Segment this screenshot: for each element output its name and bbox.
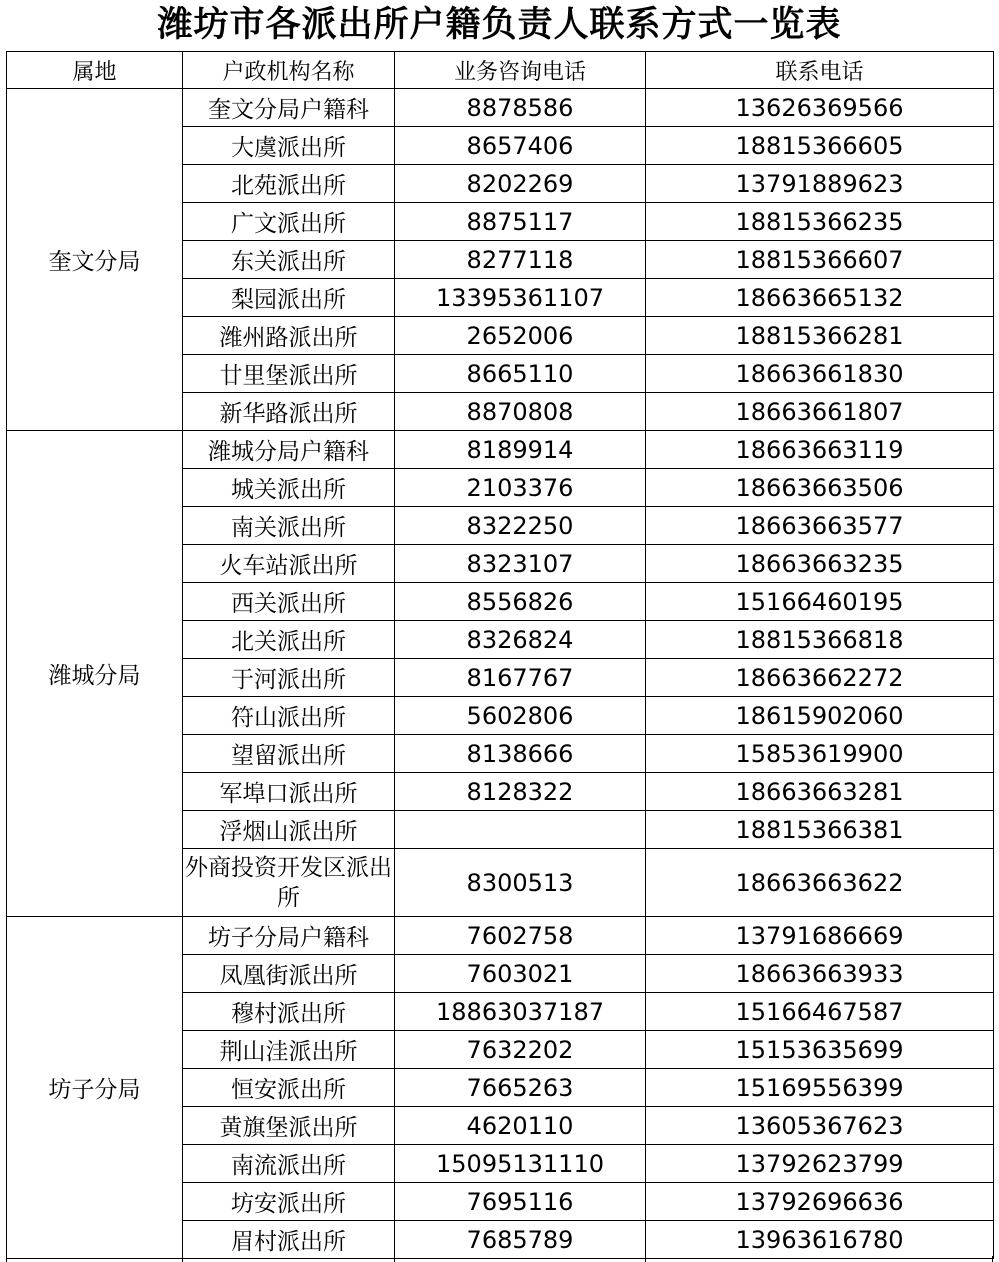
agency-cell: 浮烟山派出所 (183, 811, 395, 849)
contact-phone-cell: 18663663506 (646, 469, 994, 507)
business-phone-cell: 8202269 (395, 165, 646, 203)
business-phone-cell (395, 811, 646, 849)
next-row-border (6, 1256, 993, 1262)
business-phone-cell: 4620110 (395, 1107, 646, 1145)
region-cell: 坊子分局 (7, 917, 183, 1259)
contact-phone-cell: 18663663235 (646, 545, 994, 583)
page-title: 潍坊市各派出所户籍负责人联系方式一览表 (157, 5, 842, 45)
agency-cell: 城关派出所 (183, 469, 395, 507)
agency-cell: 凤凰街派出所 (183, 955, 395, 993)
header-agency: 户政机构名称 (183, 52, 395, 89)
agency-cell: 坊子分局户籍科 (183, 917, 395, 955)
agency-cell: 广文派出所 (183, 203, 395, 241)
contact-phone-cell: 18663661830 (646, 355, 994, 393)
business-phone-cell: 7602758 (395, 917, 646, 955)
business-phone-cell: 2103376 (395, 469, 646, 507)
region-cell: 潍城分局 (7, 431, 183, 917)
contact-phone-cell: 15153635699 (646, 1031, 994, 1069)
agency-cell: 潍州路派出所 (183, 317, 395, 355)
business-phone-cell: 7665263 (395, 1069, 646, 1107)
business-phone-cell: 8138666 (395, 735, 646, 773)
business-phone-cell: 8878586 (395, 89, 646, 127)
region-cell: 奎文分局 (7, 89, 183, 431)
agency-cell: 北关派出所 (183, 621, 395, 659)
contact-phone-cell: 15166467587 (646, 993, 994, 1031)
agency-cell: 望留派出所 (183, 735, 395, 773)
header-contact-phone: 联系电话 (646, 52, 994, 89)
business-phone-cell: 8556826 (395, 583, 646, 621)
business-phone-cell: 15095131110 (395, 1145, 646, 1183)
agency-cell: 新华路派出所 (183, 393, 395, 431)
contact-phone-cell: 13791686669 (646, 917, 994, 955)
contact-phone-cell: 18663662272 (646, 659, 994, 697)
business-phone-cell: 8189914 (395, 431, 646, 469)
contact-phone-cell: 18615902060 (646, 697, 994, 735)
agency-cell: 西关派出所 (183, 583, 395, 621)
agency-cell: 火车站派出所 (183, 545, 395, 583)
agency-cell: 军埠口派出所 (183, 773, 395, 811)
business-phone-cell: 7603021 (395, 955, 646, 993)
contact-phone-cell: 15853619900 (646, 735, 994, 773)
contact-phone-cell: 18815366607 (646, 241, 994, 279)
contact-phone-cell: 13963616780 (646, 1221, 994, 1259)
table-row (7, 917, 994, 955)
agency-cell: 恒安派出所 (183, 1069, 395, 1107)
business-phone-cell: 8323107 (395, 545, 646, 583)
contact-phone-cell: 13605367623 (646, 1107, 994, 1145)
business-phone-cell: 5602806 (395, 697, 646, 735)
agency-cell: 南关派出所 (183, 507, 395, 545)
agency-cell: 眉村派出所 (183, 1221, 395, 1259)
table-body (7, 89, 994, 1259)
contact-phone-cell: 18663663933 (646, 955, 994, 993)
business-phone-cell: 8665110 (395, 355, 646, 393)
business-phone-cell: 8870808 (395, 393, 646, 431)
business-phone-cell: 7685789 (395, 1221, 646, 1259)
contact-phone-cell: 18815366281 (646, 317, 994, 355)
contact-phone-cell: 18663663622 (646, 849, 994, 917)
table-row (7, 89, 994, 127)
contact-phone-cell: 18663663577 (646, 507, 994, 545)
business-phone-cell: 2652006 (395, 317, 646, 355)
business-phone-cell: 18863037187 (395, 993, 646, 1031)
business-phone-cell: 7695116 (395, 1183, 646, 1221)
contact-phone-cell: 13626369566 (646, 89, 994, 127)
business-phone-cell: 8326824 (395, 621, 646, 659)
contact-phone-cell: 15169556399 (646, 1069, 994, 1107)
business-phone-cell: 8657406 (395, 127, 646, 165)
agency-cell: 大虞派出所 (183, 127, 395, 165)
agency-cell: 穆村派出所 (183, 993, 395, 1031)
contact-phone-cell: 15166460195 (646, 583, 994, 621)
business-phone-cell: 8167767 (395, 659, 646, 697)
agency-cell: 坊安派出所 (183, 1183, 395, 1221)
agency-cell: 潍城分局户籍科 (183, 431, 395, 469)
business-phone-cell: 8277118 (395, 241, 646, 279)
agency-cell: 东关派出所 (183, 241, 395, 279)
contact-phone-cell: 13792696636 (646, 1183, 994, 1221)
contact-phone-cell: 18663663119 (646, 431, 994, 469)
business-phone-cell: 8322250 (395, 507, 646, 545)
header-row (7, 52, 994, 89)
business-phone-cell: 7632202 (395, 1031, 646, 1069)
agency-cell: 北苑派出所 (183, 165, 395, 203)
agency-cell: 梨园派出所 (183, 279, 395, 317)
agency-cell: 符山派出所 (183, 697, 395, 735)
agency-cell: 黄旗堡派出所 (183, 1107, 395, 1145)
business-phone-cell: 8128322 (395, 773, 646, 811)
contact-phone-cell: 18815366235 (646, 203, 994, 241)
contact-phone-cell: 18663663281 (646, 773, 994, 811)
agency-cell: 奎文分局户籍科 (183, 89, 395, 127)
business-phone-cell: 8875117 (395, 203, 646, 241)
agency-cell: 外商投资开发区派出所 (183, 849, 395, 917)
agency-cell: 于河派出所 (183, 659, 395, 697)
table-row (7, 431, 994, 469)
agency-cell: 南流派出所 (183, 1145, 395, 1183)
agency-cell: 廿里堡派出所 (183, 355, 395, 393)
contact-phone-cell: 18815366605 (646, 127, 994, 165)
contact-phone-cell: 18663661807 (646, 393, 994, 431)
contact-phone-cell: 18815366818 (646, 621, 994, 659)
contact-phone-cell: 13791889623 (646, 165, 994, 203)
header-region: 属地 (7, 52, 183, 89)
agency-cell: 荆山洼派出所 (183, 1031, 395, 1069)
business-phone-cell: 8300513 (395, 849, 646, 917)
business-phone-cell: 13395361107 (395, 279, 646, 317)
contact-table (6, 51, 994, 1259)
contact-phone-cell: 18815366381 (646, 811, 994, 849)
contact-phone-cell: 13792623799 (646, 1145, 994, 1183)
contact-phone-cell: 18663665132 (646, 279, 994, 317)
header-business-phone: 业务咨询电话 (395, 52, 646, 89)
